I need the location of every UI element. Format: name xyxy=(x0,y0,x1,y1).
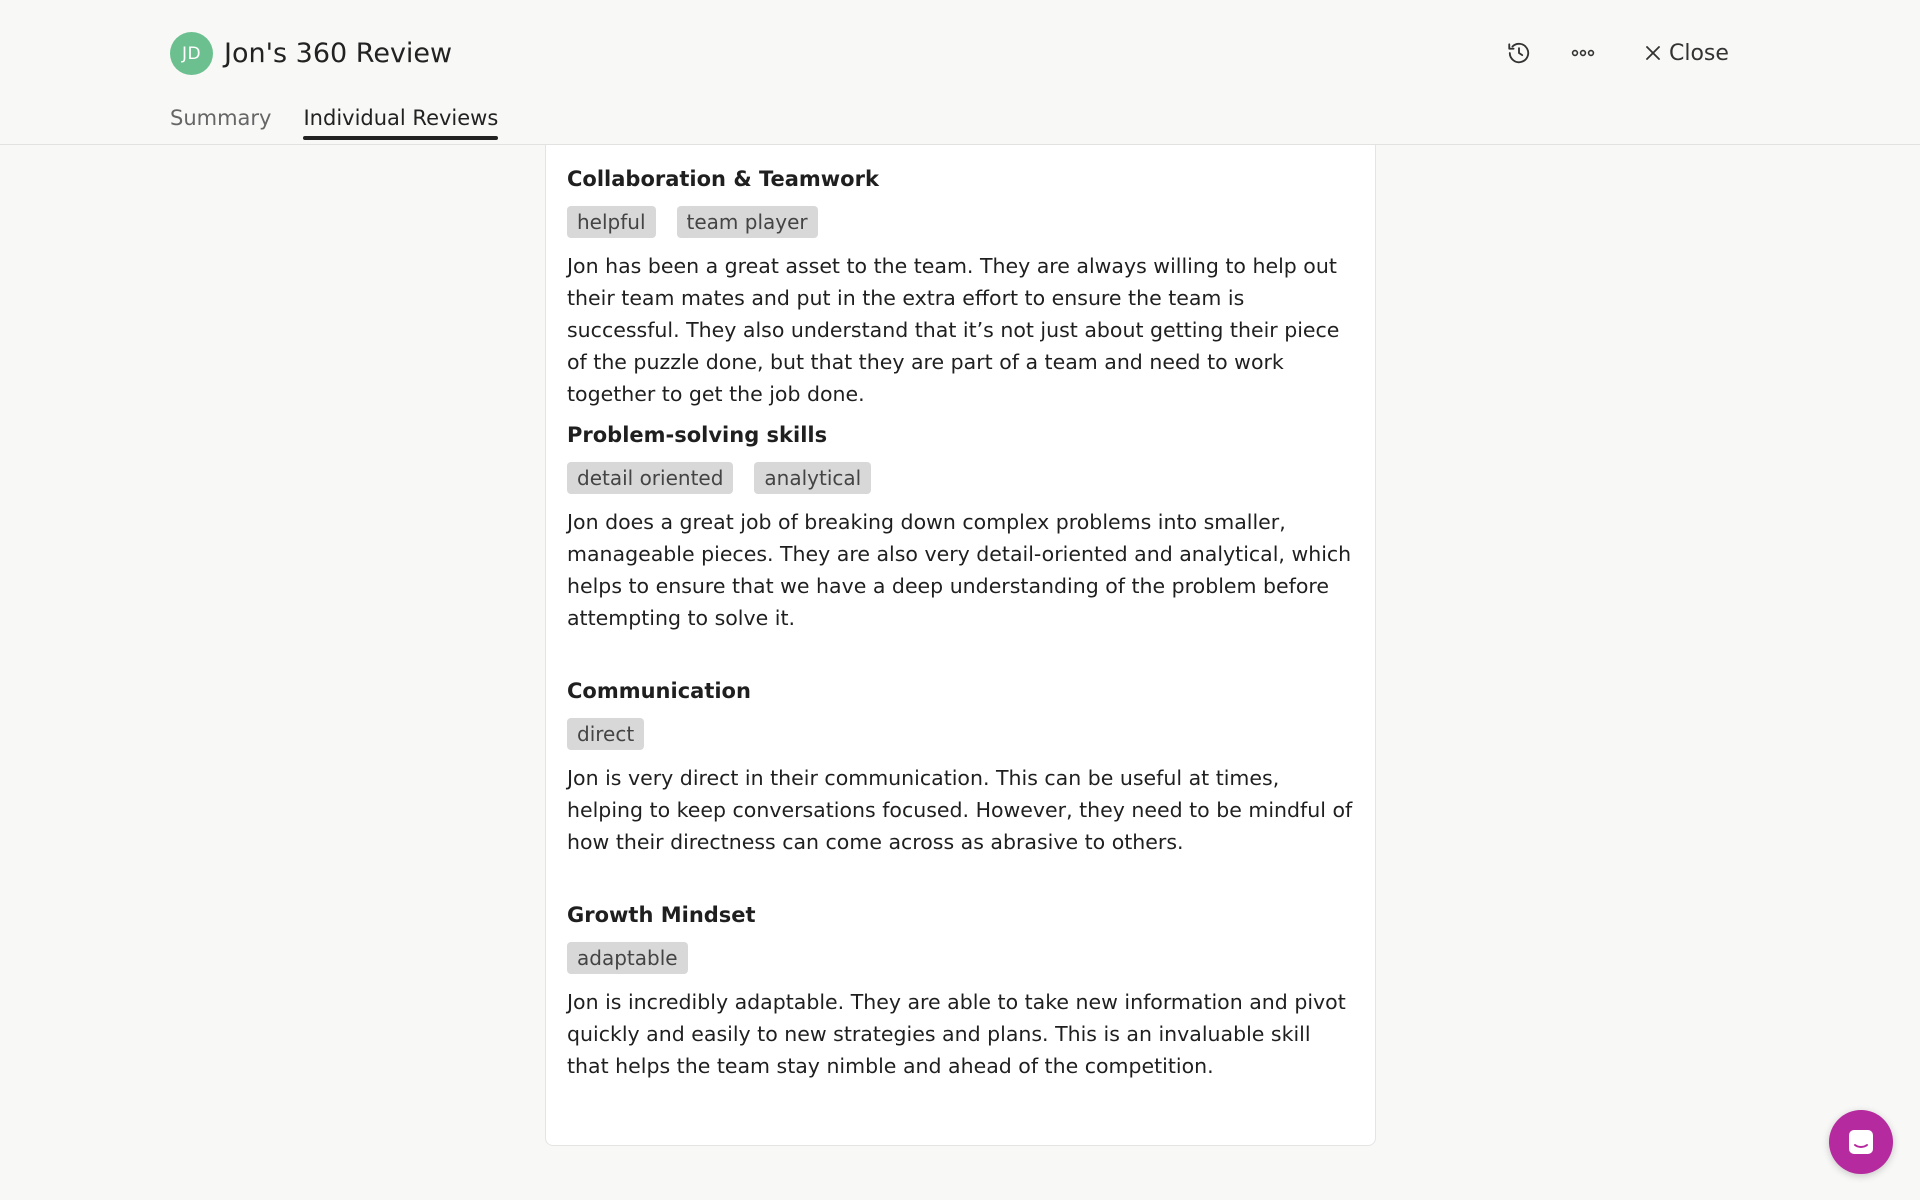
section-heading: Collaboration & Teamwork xyxy=(567,167,879,191)
chat-icon xyxy=(1846,1127,1876,1157)
more-options-icon xyxy=(1571,48,1595,58)
more-options-button[interactable] xyxy=(1563,33,1603,73)
history-button[interactable] xyxy=(1499,33,1539,73)
review-card xyxy=(545,145,1376,1146)
section-text: Jon is very direct in their communication. This can be useful at times, helping to keep conversations focused. However, they need to be mindful of how their directness can come across as abrasive to others. xyxy=(567,766,1353,854)
tab-individual-reviews[interactable]: Individual Reviews xyxy=(303,106,498,138)
tag: analytical xyxy=(754,462,871,494)
review-section-communication xyxy=(567,676,1357,858)
close-label: Close xyxy=(1669,40,1729,66)
review-header xyxy=(0,0,1920,145)
tag-list xyxy=(567,718,1357,750)
avatar: JD xyxy=(170,32,213,75)
review-section-collaboration xyxy=(567,164,1357,410)
section-text: Jon does a great job of breaking down complex problems into smaller, manageable pieces. They are also very detail-oriented and analytical, which helps to ensure that we have a deep understanding of the problem before attempting to solve it. xyxy=(567,510,1352,630)
section-heading: Problem-solving skills xyxy=(567,423,828,447)
section-text: Jon has been a great asset to the team. They are always willing to help out their team mates and put in the extra effort to ensure the team is successful. They also understand that it’s not just about getting their piece of the puzzle done, but that they are part of a team and need to work together to get the job done. xyxy=(567,254,1340,406)
review-section-growth-mindset xyxy=(567,900,1357,1082)
section-heading: Communication xyxy=(567,679,751,703)
chat-launcher-button[interactable] xyxy=(1829,1110,1893,1174)
close-button[interactable] xyxy=(1645,33,1729,73)
tag-list xyxy=(567,206,1357,238)
review-section-problem-solving xyxy=(567,420,1357,634)
tag: direct xyxy=(567,718,644,750)
tag: detail oriented xyxy=(567,462,733,494)
tag: team player xyxy=(677,206,818,238)
history-icon xyxy=(1506,40,1532,66)
section-text: Jon is incredibly adaptable. They are able to take new information and pivot quickly and easily to new strategies and plans. This is an invaluable skill that helps the team stay nimble and ahead of the competition. xyxy=(567,990,1346,1078)
tag-list xyxy=(567,462,1357,494)
tag-list xyxy=(567,942,1357,974)
header-actions xyxy=(0,33,1920,73)
tag: helpful xyxy=(567,206,656,238)
tag: adaptable xyxy=(567,942,688,974)
page-title: Jon's 360 Review xyxy=(224,38,453,69)
section-heading: Growth Mindset xyxy=(567,903,756,927)
close-icon xyxy=(1645,45,1661,61)
tab-bar xyxy=(170,106,530,138)
tab-summary[interactable]: Summary xyxy=(170,106,272,130)
